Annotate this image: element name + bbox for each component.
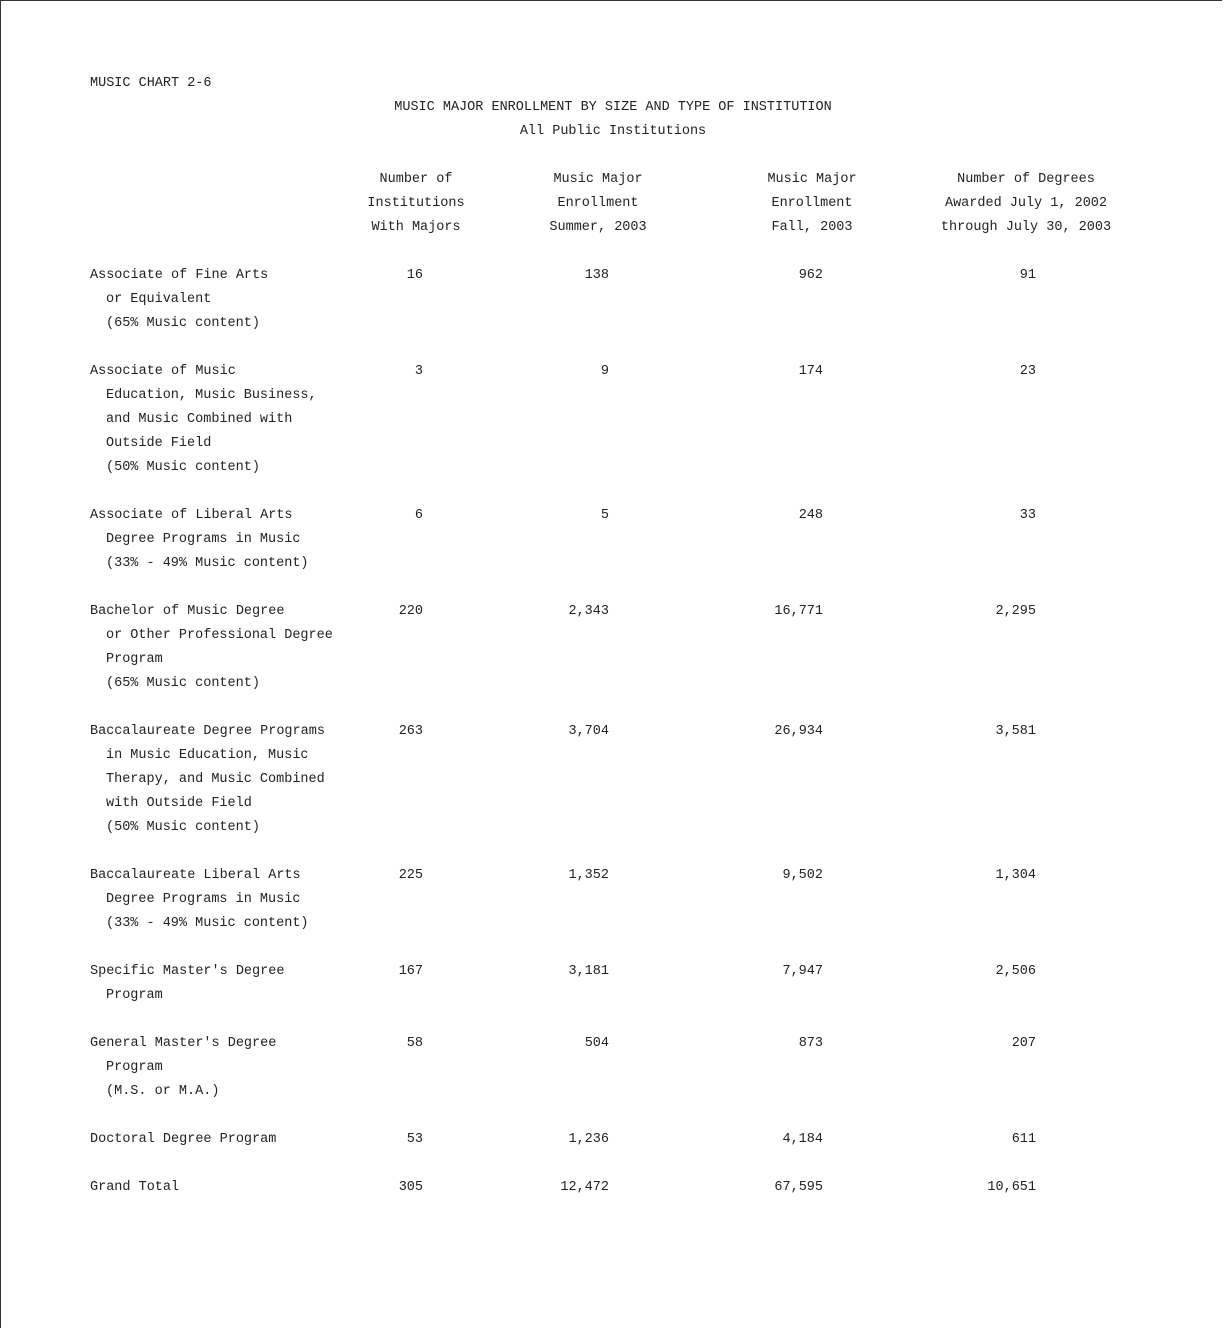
cell-summer-enrollment: 5 [600, 508, 609, 523]
row-label [90, 864, 360, 936]
cell-fall-enrollment: 7,947 [782, 964, 823, 979]
cell-fall-enrollment: 962 [798, 268, 823, 283]
cell-institutions: 3 [414, 364, 423, 379]
row-label-line: or Other Professional Degree [106, 628, 333, 643]
cell-degrees-awarded: 611 [1011, 1132, 1036, 1147]
row-label-line: (65% Music content) [106, 316, 260, 331]
row-label [90, 1032, 360, 1104]
row-label-line: Therapy, and Music Combined [106, 772, 325, 787]
column-header-line: Music Major [767, 172, 857, 187]
row-label-line: Program [106, 988, 163, 1003]
cell-summer-enrollment: 3,704 [568, 724, 609, 739]
column-header-line: Fall, 2003 [771, 220, 853, 235]
column-header-line: Institutions [367, 196, 465, 211]
cell-degrees-awarded: 2,295 [995, 604, 1036, 619]
column-header-fall-enrollment [732, 168, 892, 240]
cell-fall-enrollment: 174 [798, 364, 823, 379]
row-label-line: Baccalaureate Liberal Arts [90, 868, 301, 883]
column-header-line: Summer, 2003 [549, 220, 647, 235]
column-header-line: Number of [379, 172, 453, 187]
cell-fall-enrollment: 248 [798, 508, 823, 523]
cell-fall-enrollment: 873 [798, 1036, 823, 1051]
row-label-line: Doctoral Degree Program [90, 1132, 277, 1147]
row-label-line: Program [106, 1060, 163, 1075]
row-label-line: (65% Music content) [106, 676, 260, 691]
column-header-line: Awarded July 1, 2002 [944, 196, 1108, 211]
cell-summer-enrollment: 1,352 [568, 868, 609, 883]
cell-institutions: 58 [406, 1036, 423, 1051]
cell-summer-enrollment: 138 [584, 268, 609, 283]
cell-institutions: 16 [406, 268, 423, 283]
row-label [90, 960, 360, 1008]
row-label [90, 1128, 360, 1152]
document-subtitle: All Public Institutions [519, 124, 707, 139]
row-label-line: Bachelor of Music Degree [90, 604, 285, 619]
cell-degrees-awarded: 23 [1019, 364, 1036, 379]
row-label-line: Associate of Music [90, 364, 236, 379]
cell-summer-enrollment: 504 [584, 1036, 609, 1051]
row-label-line: Outside Field [106, 436, 212, 451]
row-label [90, 720, 360, 840]
row-label-line: Baccalaureate Degree Programs [90, 724, 325, 739]
cell-institutions: 263 [398, 724, 423, 739]
cell-institutions: 220 [398, 604, 423, 619]
column-header-line: With Majors [371, 220, 461, 235]
column-header-summer-enrollment [518, 168, 678, 240]
column-header-line: through July 30, 2003 [940, 220, 1112, 235]
row-label [90, 600, 360, 696]
cell-fall-enrollment: 4,184 [782, 1132, 823, 1147]
row-label-line: Education, Music Business, [106, 388, 317, 403]
cell-degrees-awarded: 2,506 [995, 964, 1036, 979]
row-label-line: Grand Total [90, 1180, 180, 1195]
row-label [90, 360, 360, 480]
cell-summer-enrollment: 9 [600, 364, 609, 379]
cell-institutions: 6 [414, 508, 423, 523]
row-label-line: Associate of Fine Arts [90, 268, 269, 283]
cell-fall-enrollment: 67,595 [774, 1180, 823, 1195]
row-label-line: Degree Programs in Music [106, 892, 301, 907]
cell-degrees-awarded: 91 [1019, 268, 1036, 283]
cell-summer-enrollment: 1,236 [568, 1132, 609, 1147]
row-label [90, 1176, 360, 1200]
column-header-degrees-awarded [921, 168, 1131, 240]
document-title: MUSIC MAJOR ENROLLMENT BY SIZE AND TYPE OF INSTITUTION [394, 100, 832, 115]
cell-summer-enrollment: 12,472 [560, 1180, 609, 1195]
column-header-line: Music Major [553, 172, 643, 187]
row-label [90, 264, 360, 336]
row-label-line: (33% - 49% Music content) [106, 916, 309, 931]
cell-degrees-awarded: 1,304 [995, 868, 1036, 883]
cell-summer-enrollment: 3,181 [568, 964, 609, 979]
row-label-line: Specific Master's Degree [90, 964, 285, 979]
row-label-line: (50% Music content) [106, 820, 260, 835]
cell-degrees-awarded: 10,651 [987, 1180, 1036, 1195]
cell-degrees-awarded: 33 [1019, 508, 1036, 523]
column-header-institutions [336, 168, 496, 240]
row-label-line: General Master's Degree [90, 1036, 277, 1051]
row-label-line: or Equivalent [106, 292, 212, 307]
cell-degrees-awarded: 207 [1011, 1036, 1036, 1051]
cell-degrees-awarded: 3,581 [995, 724, 1036, 739]
cell-institutions: 225 [398, 868, 423, 883]
row-label-line: Program [106, 652, 163, 667]
column-header-line: Enrollment [557, 196, 639, 211]
row-label-line: (50% Music content) [106, 460, 260, 475]
cell-fall-enrollment: 9,502 [782, 868, 823, 883]
cell-fall-enrollment: 26,934 [774, 724, 823, 739]
row-label [90, 504, 360, 576]
row-label-line: (33% - 49% Music content) [106, 556, 309, 571]
column-header-line: Number of Degrees [957, 172, 1095, 187]
chart-label: MUSIC CHART 2-6 [90, 76, 212, 91]
cell-institutions: 167 [398, 964, 423, 979]
row-label-line: with Outside Field [106, 796, 252, 811]
row-label-line: in Music Education, Music [106, 748, 309, 763]
column-header-line: Enrollment [771, 196, 853, 211]
row-label-line: and Music Combined with [106, 412, 293, 427]
row-label-line: Degree Programs in Music [106, 532, 301, 547]
row-label-line: (M.S. or M.A.) [106, 1084, 220, 1099]
cell-fall-enrollment: 16,771 [774, 604, 823, 619]
cell-institutions: 305 [398, 1180, 423, 1195]
row-label-line: Associate of Liberal Arts [90, 508, 293, 523]
cell-institutions: 53 [406, 1132, 423, 1147]
cell-summer-enrollment: 2,343 [568, 604, 609, 619]
